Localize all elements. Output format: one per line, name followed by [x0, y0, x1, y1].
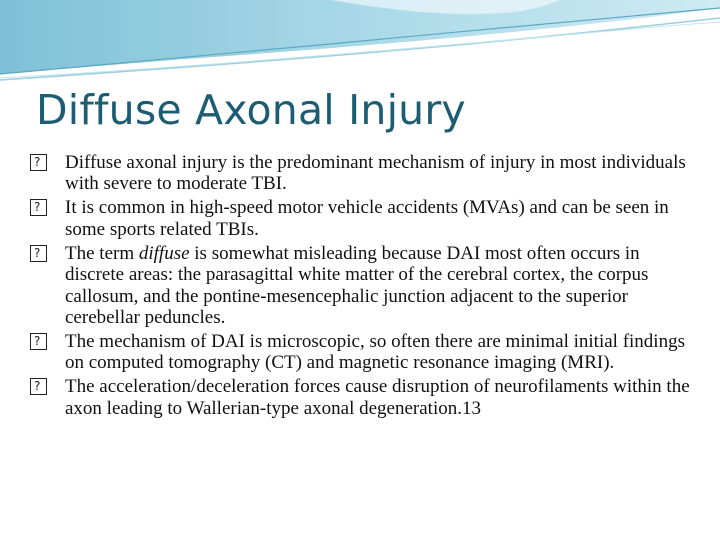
slide-title: Diffuse Axonal Injury: [36, 86, 466, 134]
bullet-text: It is common in high-speed motor vehicle accidents (MVAs) and can be seen in some sports related TBIs.: [65, 197, 669, 240]
bullet-text: is somewhat misleading because DAI most often occurs in discrete areas: the parasagittal white matter of the cerebral cortex, the corpus callosum, and the pontine-mesencephalic junction adjacent to the superior cerebellar peduncles.: [65, 242, 649, 329]
header-wave-decoration: [0, 0, 720, 90]
missing-glyph-bullet-icon: [30, 333, 47, 350]
bullet-text: The acceleration/deceleration forces cause disruption of neurofilaments within the axon leading to Wallerian-type axonal degeneration.13: [65, 376, 690, 419]
bullet-item: [30, 331, 690, 374]
missing-glyph-bullet-icon: [30, 154, 47, 171]
bullet-item: [30, 152, 690, 195]
missing-glyph-bullet-icon: [30, 245, 47, 262]
bullet-text: The term: [65, 242, 139, 264]
missing-glyph-bullet-icon: [30, 199, 47, 216]
emphasized-text: diffuse: [138, 242, 190, 264]
bullet-list: [30, 152, 690, 422]
bullet-item: [30, 376, 690, 419]
missing-glyph-bullet-icon: [30, 378, 47, 395]
bullet-item: [30, 197, 690, 240]
bullet-text: Diffuse axonal injury is the predominant mechanism of injury in most individuals with severe to moderate TBI.: [65, 152, 686, 195]
bullet-text: The mechanism of DAI is microscopic, so often there are minimal initial findings on computed tomography (CT) and magnetic resonance imaging (MRI).: [65, 331, 685, 374]
bullet-item: [30, 243, 690, 329]
